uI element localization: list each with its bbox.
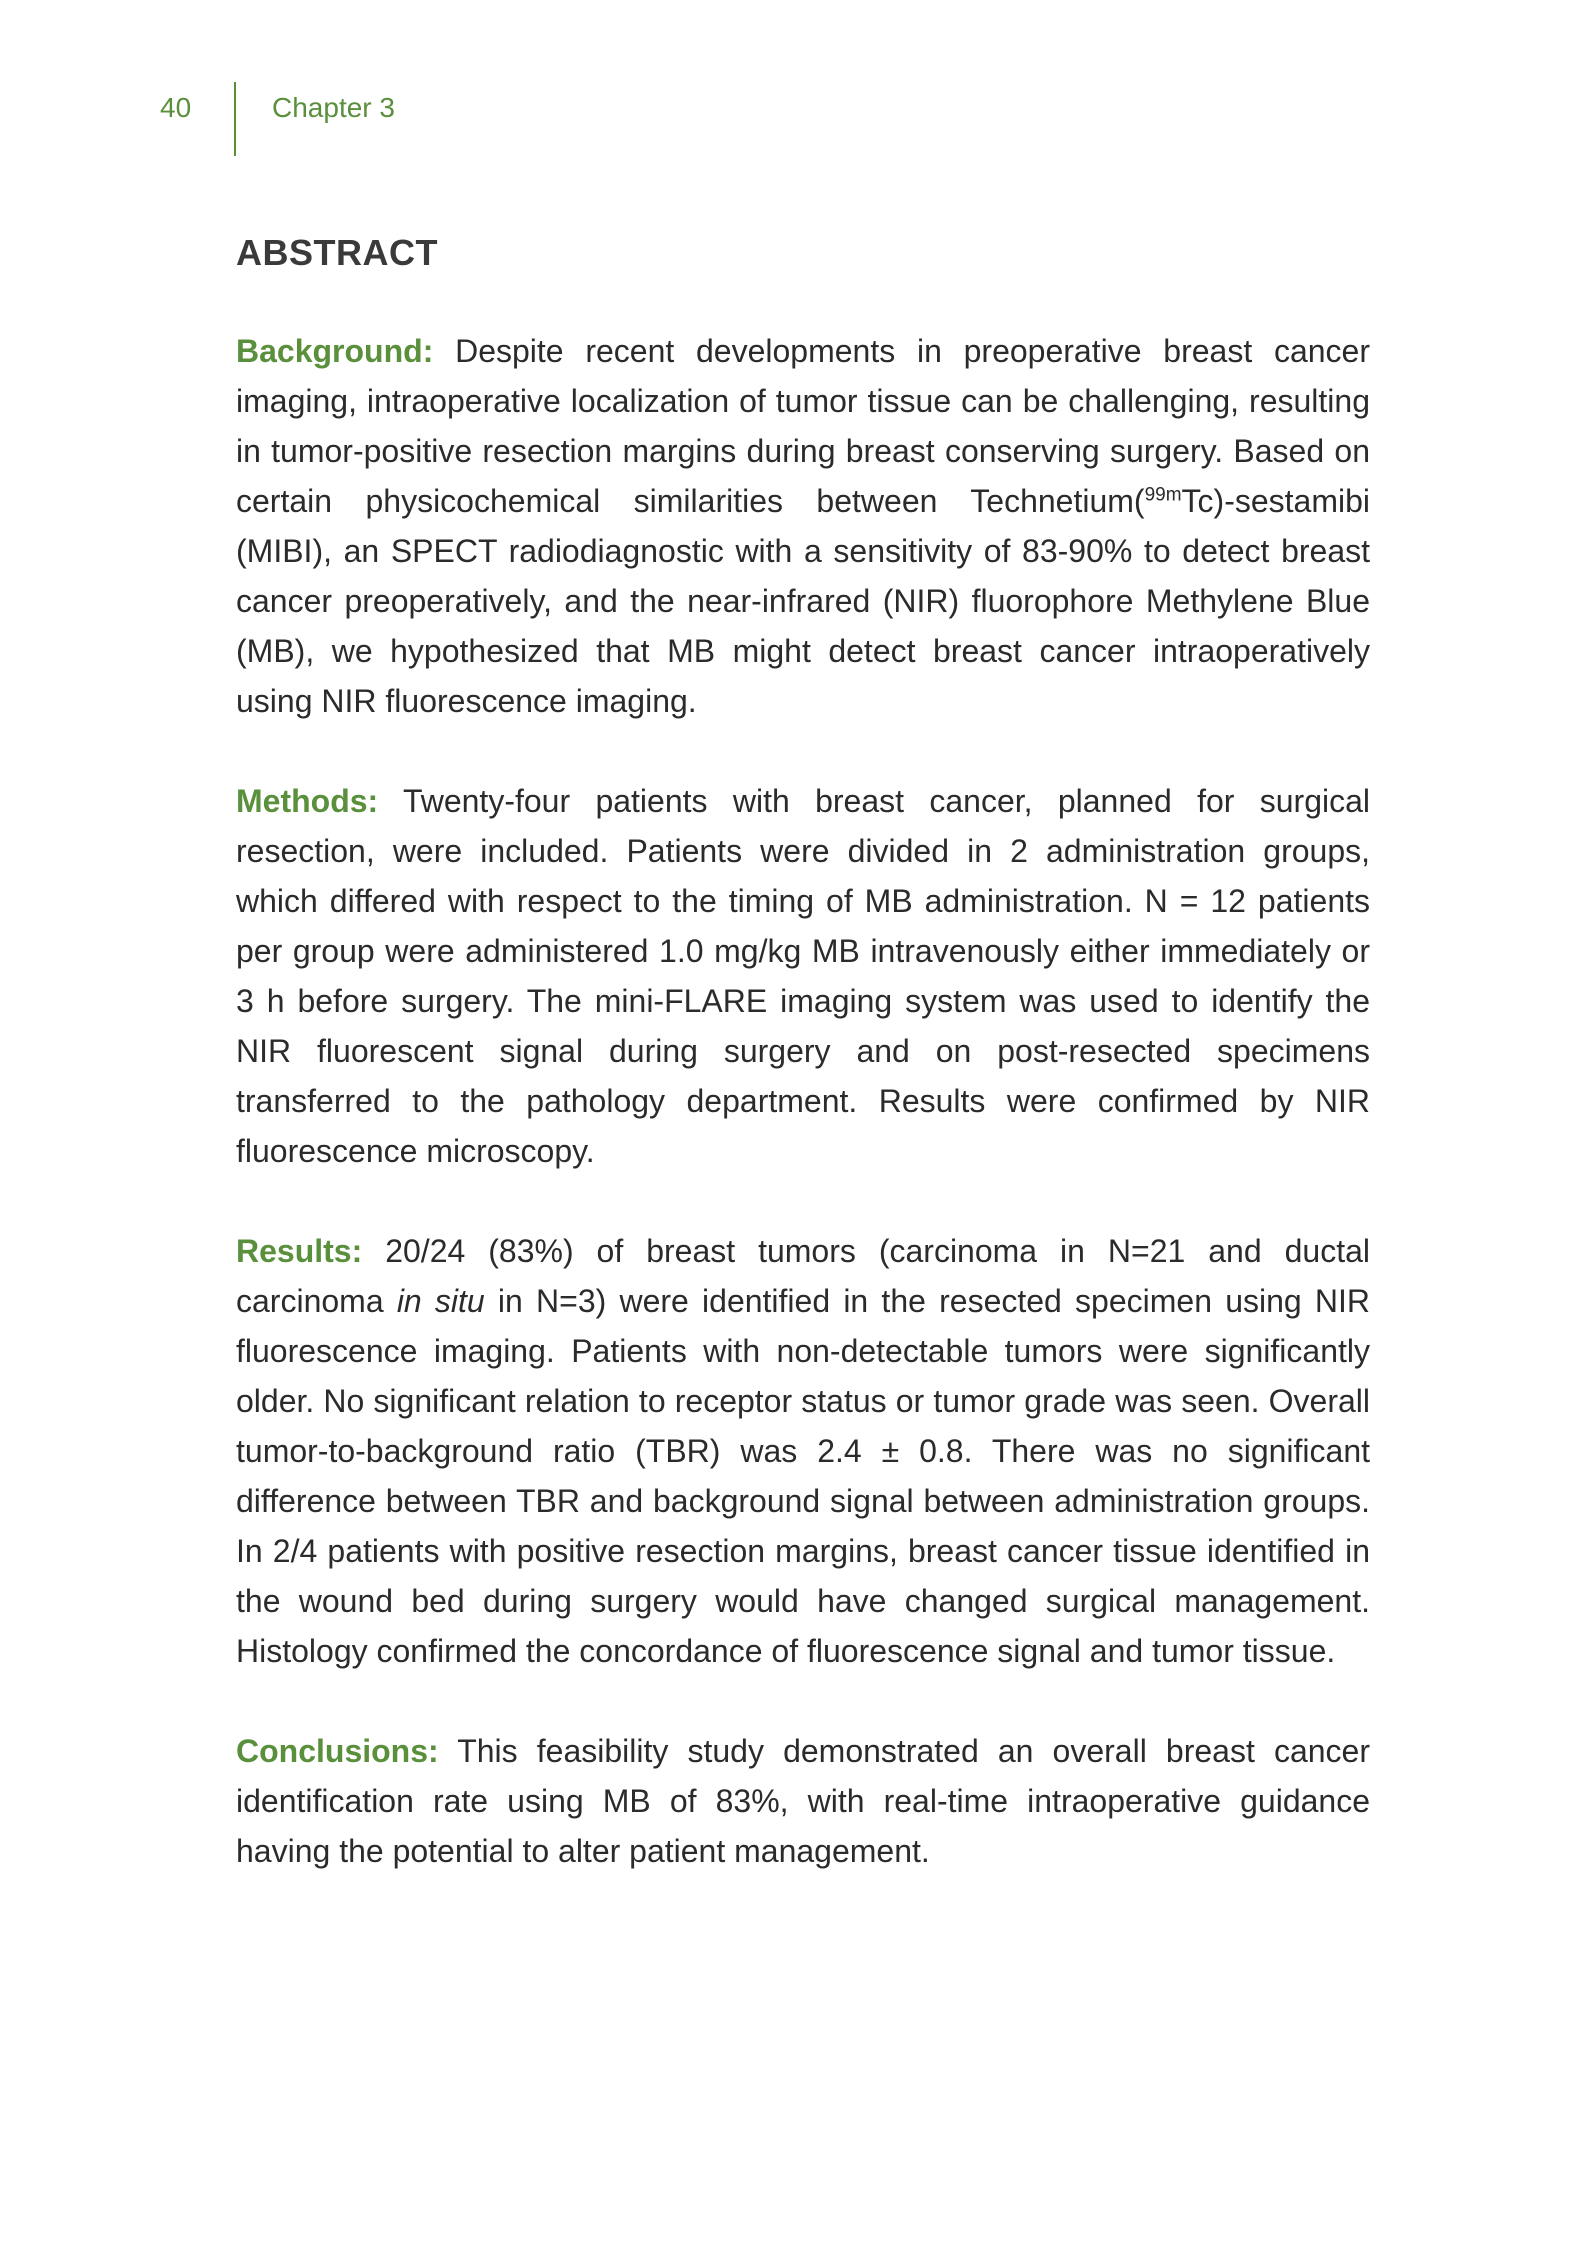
background-text-part-2: Tc)-sestamibi (MIBI), an SPECT radiodiagnostic with a sensitivity of 83-90% to detect breast cancer preoperatively, and the near-infrared (NIR) fluorophore Methylene Blue (MB), we hypothesized that MB might detect breast cancer intraoperatively using NIR fluorescence imaging. [236,483,1370,719]
in-situ-italic: in situ [396,1283,485,1319]
background-label: Background: [236,333,434,369]
background-text-part-1: Despite recent developments in preoperative breast cancer imaging, intraoperative localization of tumor tissue can be challenging, resulting in tumor-positive resection margins during breast conserving surgery. Based on certain physicochemical similarities between Technetium( [236,333,1370,519]
methods-text: Twenty-four patients with breast cancer, planned for surgical resection, were included. Patients were divided in 2 administration groups, which differed with respect to the timing of MB administration. N = 12 patients per group were administered 1.0 mg/kg MB intravenously either immediately or 3 h before surgery. The mini-FLARE imaging system was used to identify the NIR fluorescent signal during surgery and on post-resected specimens transferred to the pathology department. Results were confirmed by NIR fluorescence microscopy. [236,783,1370,1169]
page-number: 40 [160,92,192,123]
results-text-part-1: 20/24 (83%) of breast tumors (carcinoma in N=21 and ductal carcinoma [236,1233,1370,1319]
results-text-part-2: in N=3) were identified in the resected specimen using NIR fluorescence imaging. Patients with non-detectable tumors were significantly older. No significant relation to receptor status or tumor grade was seen. Overall tumor-to-background ratio (TBR) was 2.4 ± 0.8. There was no significant difference between TBR and background signal between administration groups. In 2/4 patients with positive resection margins, breast cancer tissue identified in the wound bed during surgery would have changed surgical management. Histology confirmed the concordance of fluorescence signal and tumor tissue. [236,1283,1371,1669]
header-divider [234,82,236,156]
methods-label: Methods: [236,783,379,819]
abstract-title: ABSTRACT [236,232,438,273]
results-section [236,1226,1370,1676]
results-label: Results: [236,1233,363,1269]
conclusions-section [236,1726,1370,1876]
chapter-label: Chapter 3 [272,92,395,123]
background-section [236,326,1370,726]
abstract-body [236,232,1370,1926]
conclusions-label: Conclusions: [236,1733,439,1769]
conclusions-text: This feasibility study demonstrated an overall breast cancer identification rate using MB of 83%, with real-time intraoperative guidance having the potential to alter patient management. [236,1733,1370,1869]
methods-section [236,776,1370,1176]
isotope-superscript: 99m [1144,484,1182,506]
